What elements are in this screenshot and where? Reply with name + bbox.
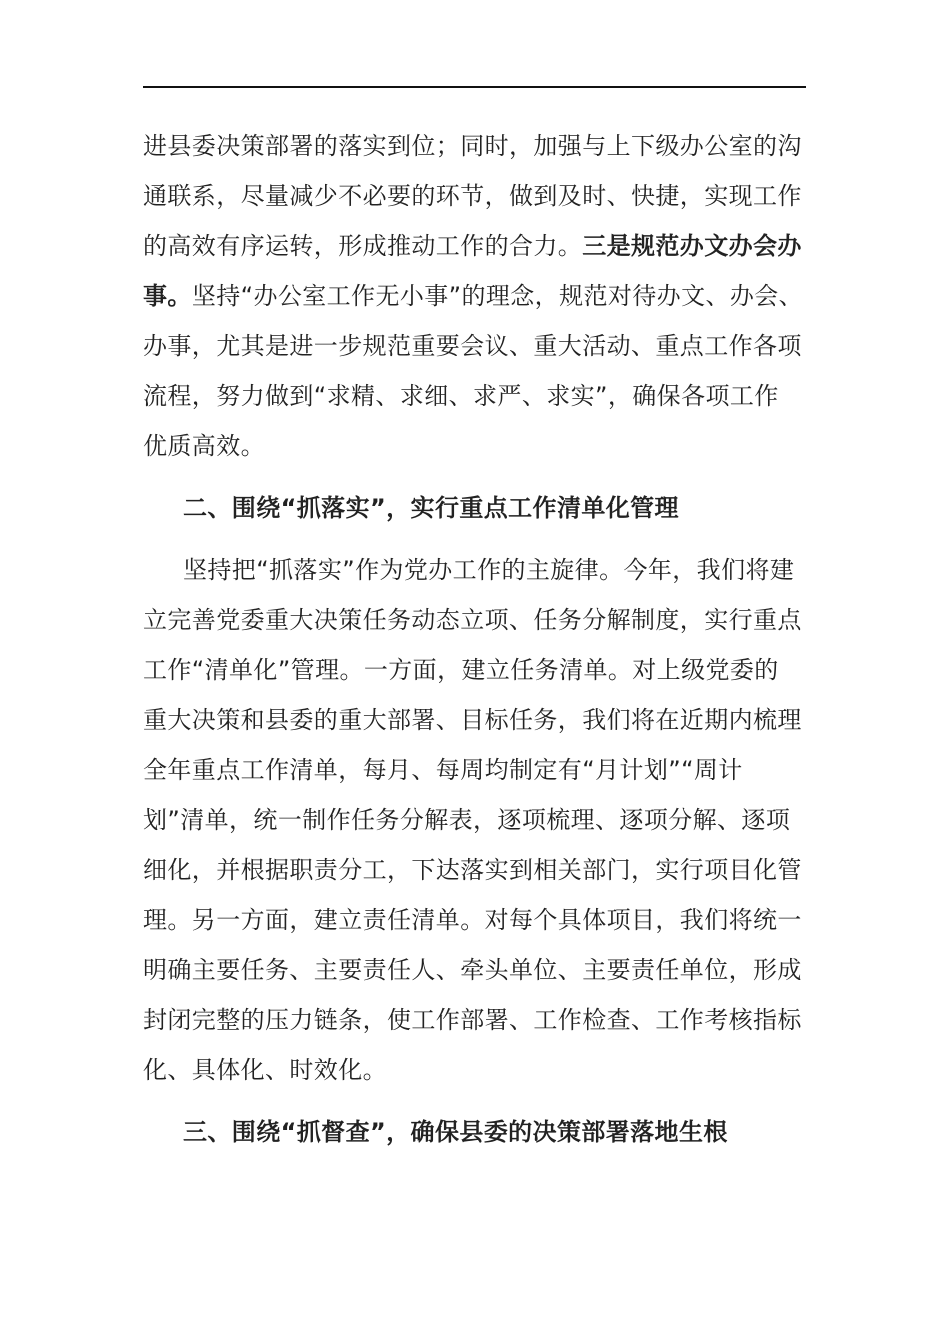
text-span: 坚持“办公室工作无小事”的理念，规范对待办文、办会、	[191, 282, 804, 310]
header-rule	[143, 86, 806, 88]
section-heading-3: 三、围绕“抓督查”，确保县委的决策部署落地生根	[183, 1118, 728, 1146]
text-line: 工作“清单化”管理。一方面，建立任务清单。对上级党委的	[143, 656, 779, 684]
text-line: 坚持把“抓落实”作为党办工作的主旋律。今年，我们将建	[183, 556, 795, 584]
text-line: 细化，并根据职责分工，下达落实到相关部门，实行项目化管	[143, 856, 802, 884]
text-line: 重大决策和县委的重大部署、目标任务，我们将在近期内梳理	[143, 706, 802, 734]
bold-lead-phrase: 三是规范办文办会办	[582, 232, 802, 260]
text-line: 全年重点工作清单，每月、每周均制定有“月计划”“周计	[143, 756, 743, 784]
document-body	[143, 121, 806, 1157]
text-line: 理。另一方面，建立责任清单。对每个具体项目，我们将统一	[143, 906, 802, 934]
text-line: 优质高效。	[143, 432, 265, 460]
bold-lead-phrase-end: 事。	[143, 282, 192, 310]
text-line: 通联系，尽量减少不必要的环节，做到及时、快捷，实现工作	[143, 182, 802, 210]
paragraph-1	[143, 121, 806, 471]
text-line	[143, 271, 806, 321]
text-line: 立完善党委重大决策任务动态立项、任务分解制度，实行重点	[143, 606, 802, 634]
text-line	[143, 221, 806, 271]
paragraph-2	[143, 545, 806, 1095]
text-line: 明确主要任务、主要责任人、牵头单位、主要责任单位，形成	[143, 956, 802, 984]
text-line: 划”清单，统一制作任务分解表，逐项梳理、逐项分解、逐项	[143, 806, 791, 834]
text-line: 进县委决策部署的落实到位；同时，加强与上下级办公室的沟	[143, 132, 802, 160]
section-heading-2: 二、围绕“抓落实”，实行重点工作清单化管理	[183, 494, 679, 522]
text-line: 封闭完整的压力链条，使工作部署、工作检查、工作考核指标	[143, 1006, 802, 1034]
text-line: 办事，尤其是进一步规范重要会议、重大活动、重点工作各项	[143, 332, 802, 360]
text-line: 化、具体化、时效化。	[143, 1056, 387, 1084]
text-span: 的高效有序运转，形成推动工作的合力。	[143, 232, 583, 260]
text-line: 流程，努力做到“求精、求细、求严、求实”，确保各项工作	[143, 382, 779, 410]
